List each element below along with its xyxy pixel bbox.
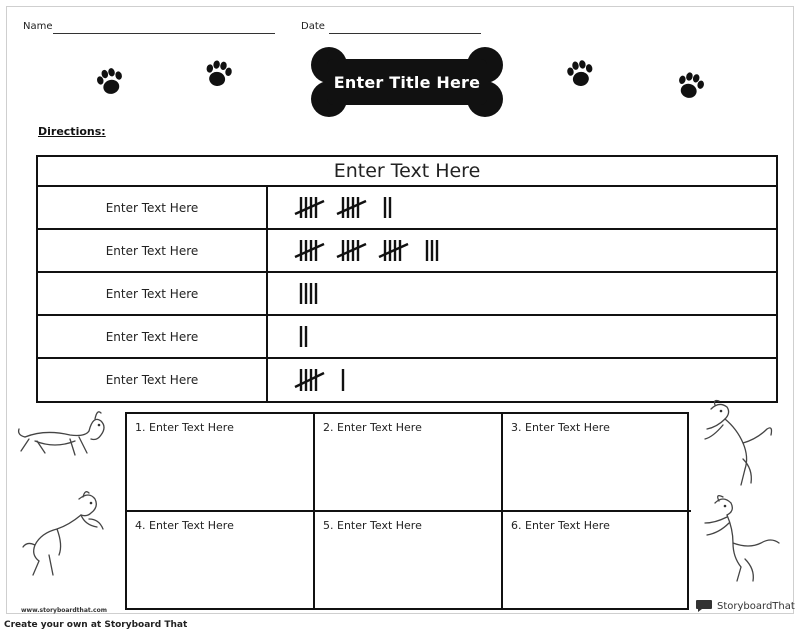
tally-marks	[288, 187, 402, 228]
paw-print-icon	[673, 69, 707, 103]
response-box-grid	[125, 412, 689, 610]
table-row	[38, 273, 776, 316]
paw-print-icon	[201, 57, 235, 91]
response-box[interactable]	[315, 414, 503, 512]
response-box[interactable]	[315, 512, 503, 610]
row-label[interactable]: Enter Text Here	[38, 230, 268, 271]
row-label[interactable]: Enter Text Here	[38, 316, 268, 357]
tally-mark	[337, 201, 366, 214]
directions-label: Directions:	[38, 125, 106, 138]
tally-marks-svg	[288, 359, 355, 401]
date-label: Date	[301, 21, 325, 32]
dog-illustration	[697, 493, 783, 585]
tally-marks	[288, 359, 355, 401]
box-label: 1. Enter Text Here	[135, 421, 234, 434]
tally-mark	[295, 201, 324, 214]
row-label[interactable]: Enter Text Here	[38, 187, 268, 228]
table-row	[38, 359, 776, 401]
response-box[interactable]	[503, 512, 691, 610]
response-box[interactable]	[503, 414, 691, 512]
row-label[interactable]: Enter Text Here	[38, 359, 268, 401]
table-row	[38, 230, 776, 273]
tally-marks	[288, 273, 328, 314]
name-label: Name	[23, 21, 53, 32]
worksheet-page	[6, 6, 794, 614]
response-box[interactable]	[127, 512, 315, 610]
response-box[interactable]	[127, 414, 315, 512]
storyboardthat-logo	[695, 599, 795, 613]
tally-mark	[337, 244, 366, 257]
watermark-url: www.storyboardthat.com	[21, 607, 107, 614]
table-row	[38, 316, 776, 359]
tally-table-header[interactable]: Enter Text Here	[38, 157, 776, 187]
paw-print-icon	[563, 57, 597, 91]
tally-marks-svg	[288, 230, 449, 271]
box-label: 6. Enter Text Here	[511, 519, 610, 532]
brand-name: StoryboardThat	[717, 600, 795, 612]
footer-link[interactable]: Create your own at Storyboard That	[4, 620, 188, 630]
tally-marks	[288, 316, 318, 357]
row-label[interactable]: Enter Text Here	[38, 273, 268, 314]
name-field[interactable]	[53, 33, 275, 34]
dog-illustration	[697, 399, 777, 489]
paw-print-icon	[93, 65, 127, 99]
dog-illustration	[19, 489, 105, 581]
table-row	[38, 187, 776, 230]
tally-mark	[295, 373, 324, 387]
box-label: 5. Enter Text Here	[323, 519, 422, 532]
tally-marks-svg	[288, 187, 402, 228]
tally-mark	[379, 244, 408, 257]
speech-bubble-icon	[695, 599, 713, 613]
dog-illustration	[15, 407, 107, 467]
tally-marks-svg	[288, 273, 328, 314]
tally-marks	[288, 230, 449, 271]
date-field[interactable]	[329, 33, 481, 34]
box-label: 3. Enter Text Here	[511, 421, 610, 434]
box-label: 4. Enter Text Here	[135, 519, 234, 532]
tally-mark	[295, 244, 324, 257]
tally-marks-svg	[288, 316, 318, 357]
tally-table	[36, 155, 778, 403]
worksheet-title[interactable]: Enter Title Here	[333, 72, 481, 92]
box-label: 2. Enter Text Here	[323, 421, 422, 434]
